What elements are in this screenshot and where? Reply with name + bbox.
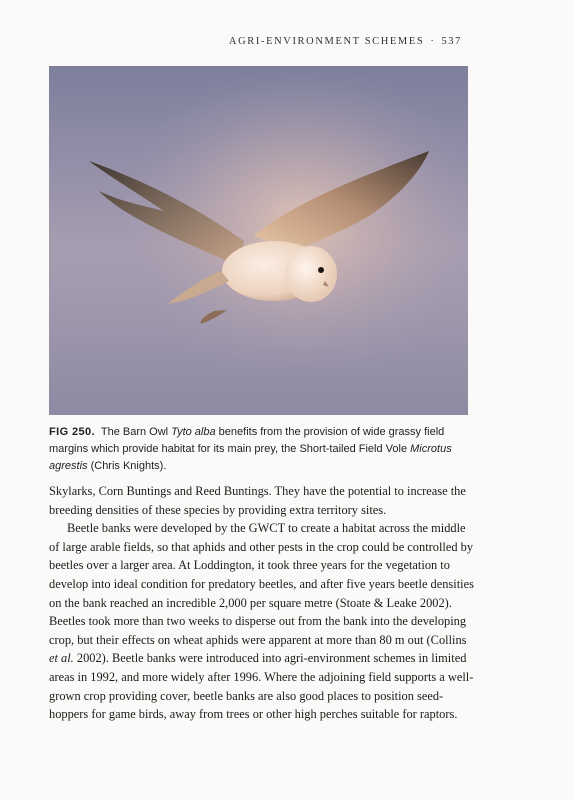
photo-credit: (Chris Knights). — [87, 460, 167, 472]
page-number: 537 — [441, 36, 462, 47]
paragraph-2 — [49, 519, 475, 724]
barn-owl-photo — [49, 66, 468, 415]
paragraph-2-italic: et al. — [49, 651, 74, 666]
paragraph-2-text-b: 2002). Beetle banks were introduced into agri-environment schemes in limited areas in 1992, and more widely after 1996. Where the adjoining field supports a well-grown crop providing cover, beetle banks are also good places to position seed-hoppers for game birds, away from trees or other high perches suitable for raptors. — [49, 651, 474, 722]
paragraph-2-text-a: Beetle banks were developed by the GWCT to create a habitat across the middle of large arable fields, so that aphids and other pests in the crop could be controlled by beetles over a larger area. At Loddington, it took three years for the vegetation to develop into ideal condition for predatory beetles, and after five years beetle densities on the bank reached an incredible 2,000 per square metre (Stoate & Leake 2002). Beetles took more than two weeks to disperse out from the bank into the developing crop, but their effects on wheat aphids were apparent at more than 80 m out (Collins — [49, 521, 474, 647]
barn-owl-illustration — [49, 66, 468, 415]
body-text — [49, 482, 475, 724]
owl-face — [285, 246, 337, 302]
figure-caption — [49, 424, 469, 475]
paragraph-1: Skylarks, Corn Buntings and Reed Buntings. They have the potential to increase the breeding densities of these species by providing extra territory sites. — [49, 484, 466, 517]
species-name-owl: Tyto alba — [171, 426, 216, 438]
header-separator: · — [430, 36, 436, 47]
figure-label: FIG 250. — [49, 426, 95, 438]
species-name-vole: Microtus agrestis — [49, 443, 452, 472]
caption-text-2: benefits from the provision of wide grassy field margins which provide habitat for its main prey, the Short-tailed Field Vole — [49, 426, 445, 455]
section-title: AGRI-ENVIRONMENT SCHEMES — [228, 36, 425, 47]
owl-eye — [318, 267, 324, 273]
running-header — [229, 36, 462, 47]
caption-text-1: The Barn Owl — [98, 426, 172, 438]
